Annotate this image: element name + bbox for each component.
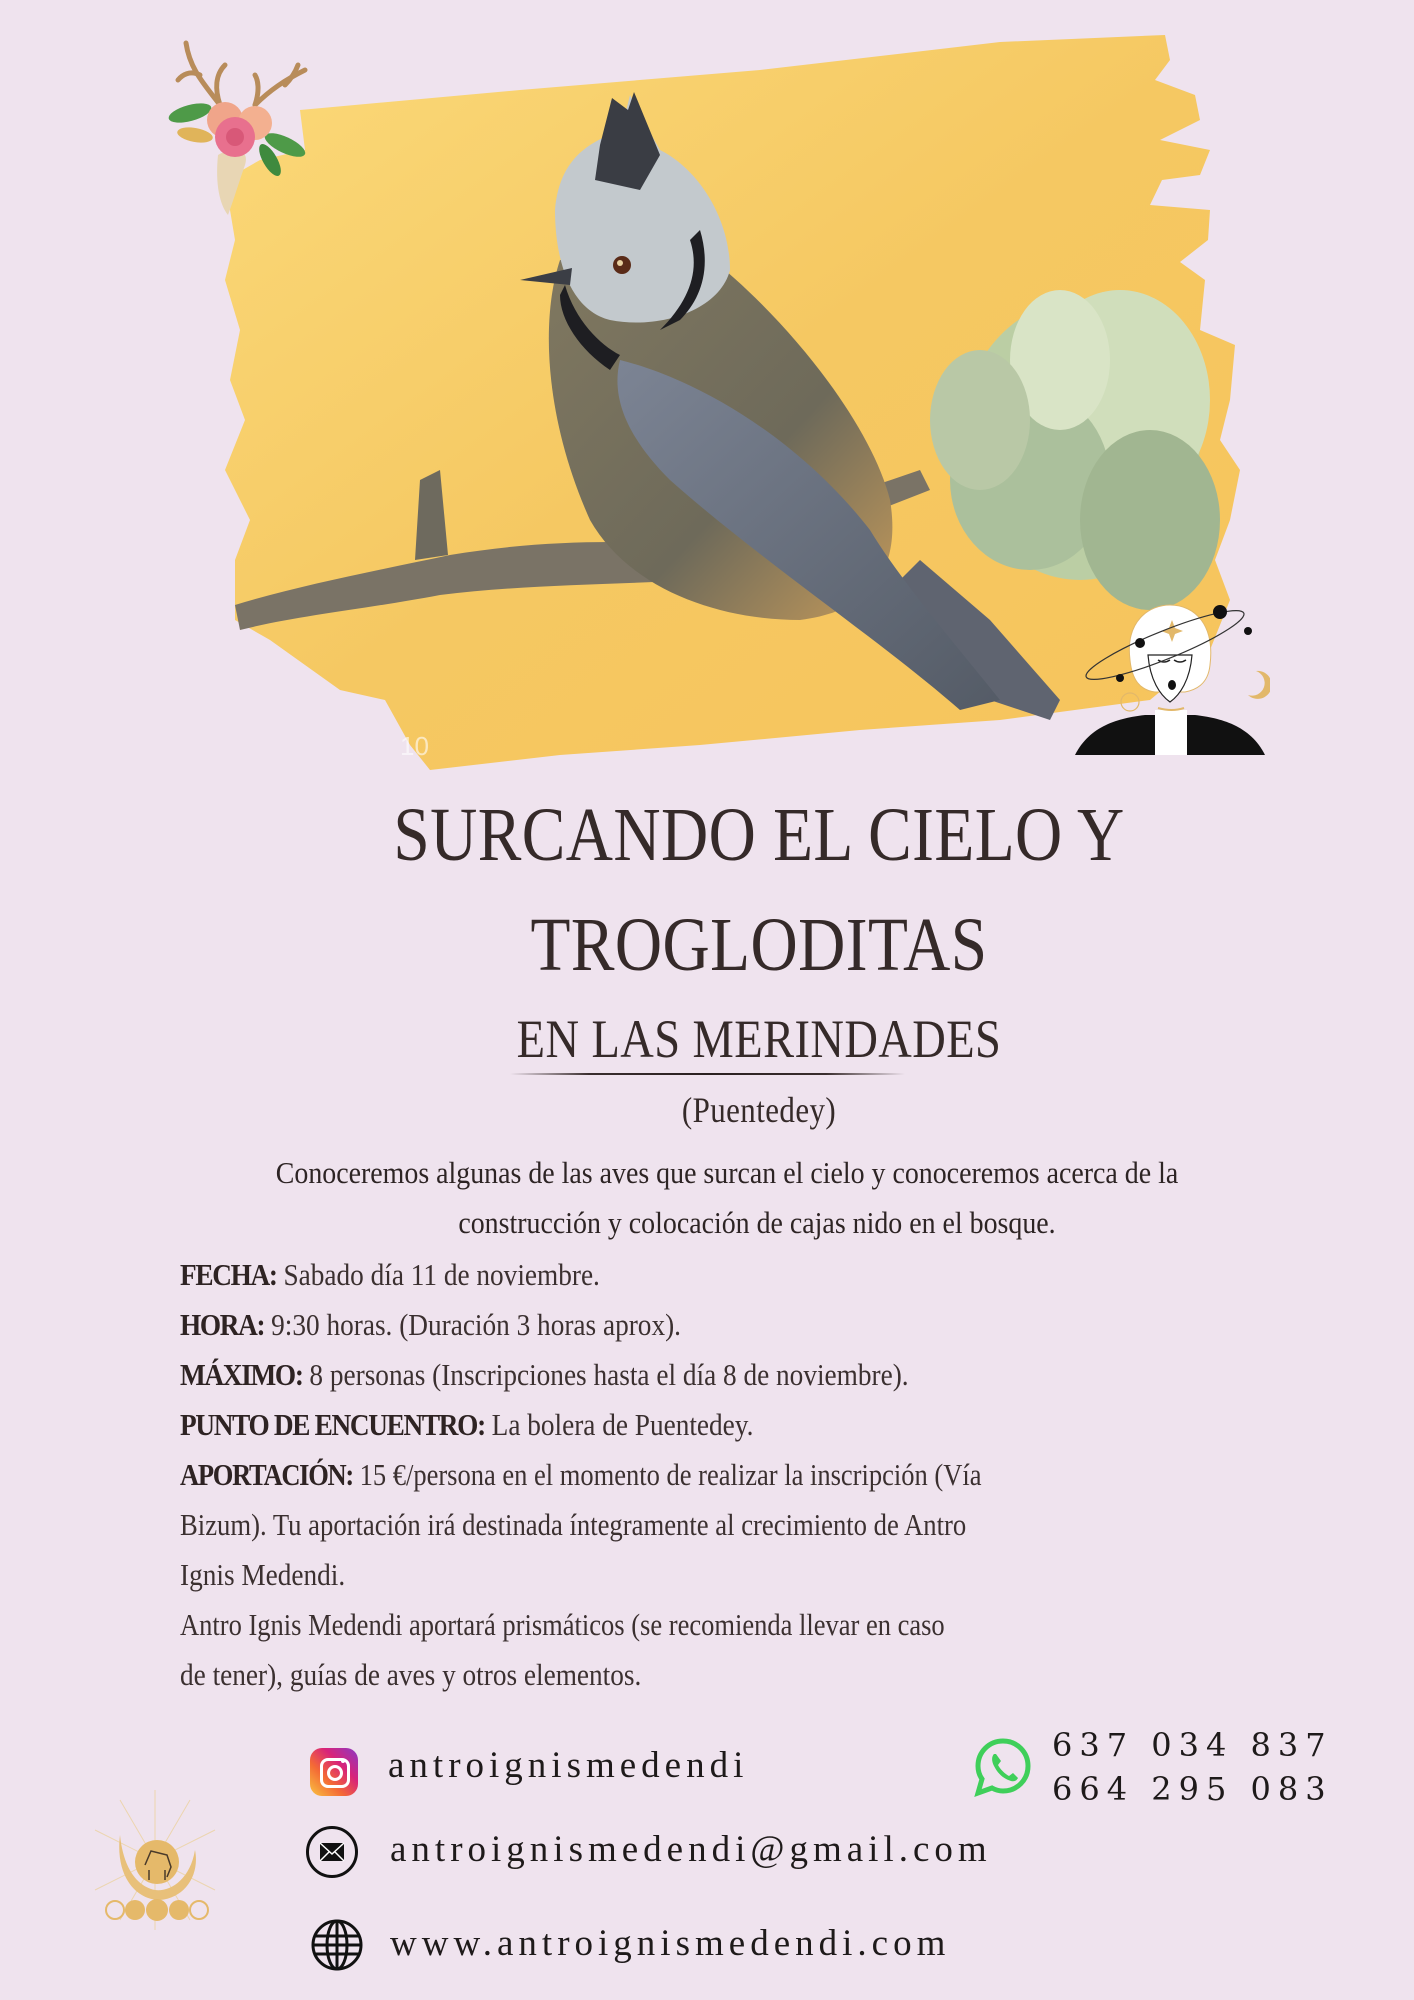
detail-value: 15 €/persona en el momento de realizar la inscripción (Vía bbox=[352, 1457, 982, 1492]
detail-maximo bbox=[180, 1350, 1266, 1400]
detail-continued-3 bbox=[180, 1600, 1266, 1650]
detail-continued-2 bbox=[180, 1550, 1266, 1600]
detail-hora bbox=[180, 1300, 1266, 1350]
detail-text: de tener), guías de aves y otros elementos. bbox=[180, 1657, 642, 1692]
svg-text:10: 10 bbox=[400, 731, 429, 761]
detail-text: Antro Ignis Medendi aportará prismáticos (se recomienda llevar en caso bbox=[180, 1607, 945, 1642]
detail-text: Ignis Medendi. bbox=[180, 1557, 346, 1592]
detail-punto-encuentro bbox=[180, 1400, 1266, 1450]
mystic-woman-decoration bbox=[1070, 590, 1270, 755]
detail-label: MÁXIMO: bbox=[180, 1357, 303, 1392]
detail-value: 8 personas (Inscripciones hasta el día 8 de noviembre). bbox=[302, 1357, 909, 1392]
instagram-icon[interactable] bbox=[310, 1748, 358, 1796]
title-divider bbox=[510, 1073, 905, 1075]
moon-phases-logo bbox=[75, 1780, 235, 1950]
detail-value: Sabado día 11 de noviembre. bbox=[276, 1257, 600, 1292]
detail-value: 9:30 horas. (Duración 3 horas aprox). bbox=[264, 1307, 681, 1342]
phone-number-1[interactable]: 637 034 837 bbox=[1052, 1726, 1333, 1764]
intro-line-1: Conoceremos algunas de las aves que surcan el cielo y conoceremos acerca de la bbox=[275, 1155, 1179, 1190]
instagram-handle[interactable]: antroignismedendi bbox=[388, 1745, 749, 1786]
detail-aportacion bbox=[180, 1450, 1266, 1500]
subtitle: EN LAS MERINDADES bbox=[516, 1009, 1002, 1069]
mystic-woman-icon bbox=[1070, 590, 1270, 755]
intro-line-2: construcción y colocación de cajas nido en el bosque. bbox=[458, 1205, 1056, 1240]
deer-skull-decoration bbox=[160, 35, 325, 220]
detail-fecha bbox=[180, 1250, 1266, 1300]
phone-number-2[interactable]: 664 295 083 bbox=[1052, 1770, 1333, 1808]
globe-icon[interactable] bbox=[310, 1918, 364, 1972]
location-label: (Puentedey) bbox=[681, 1090, 837, 1130]
detail-label: FECHA: bbox=[180, 1257, 277, 1292]
whatsapp-icon[interactable] bbox=[972, 1736, 1034, 1798]
detail-text: Bizum). Tu aportación irá destinada íntegramente al crecimiento de Antro bbox=[180, 1507, 967, 1542]
detail-value: La bolera de Puentedey. bbox=[484, 1407, 754, 1442]
detail-continued-4 bbox=[180, 1650, 1266, 1700]
detail-label: HORA: bbox=[180, 1307, 265, 1342]
detail-label: APORTACIÓN: bbox=[180, 1457, 353, 1492]
detail-label: PUNTO DE ENCUENTRO: bbox=[180, 1407, 485, 1442]
website-url[interactable]: www.antroignismedendi.com bbox=[390, 1923, 951, 1964]
detail-continued-1 bbox=[180, 1500, 1266, 1550]
title-line-2: TROGLODITAS bbox=[530, 903, 988, 987]
email-icon[interactable] bbox=[306, 1826, 358, 1878]
title-line-1: SURCANDO EL CIELO Y bbox=[393, 793, 1125, 877]
moon-logo-icon bbox=[75, 1780, 235, 1950]
email-address[interactable]: antroignismedendi@gmail.com bbox=[390, 1829, 992, 1870]
deer-skull-icon bbox=[160, 35, 325, 220]
